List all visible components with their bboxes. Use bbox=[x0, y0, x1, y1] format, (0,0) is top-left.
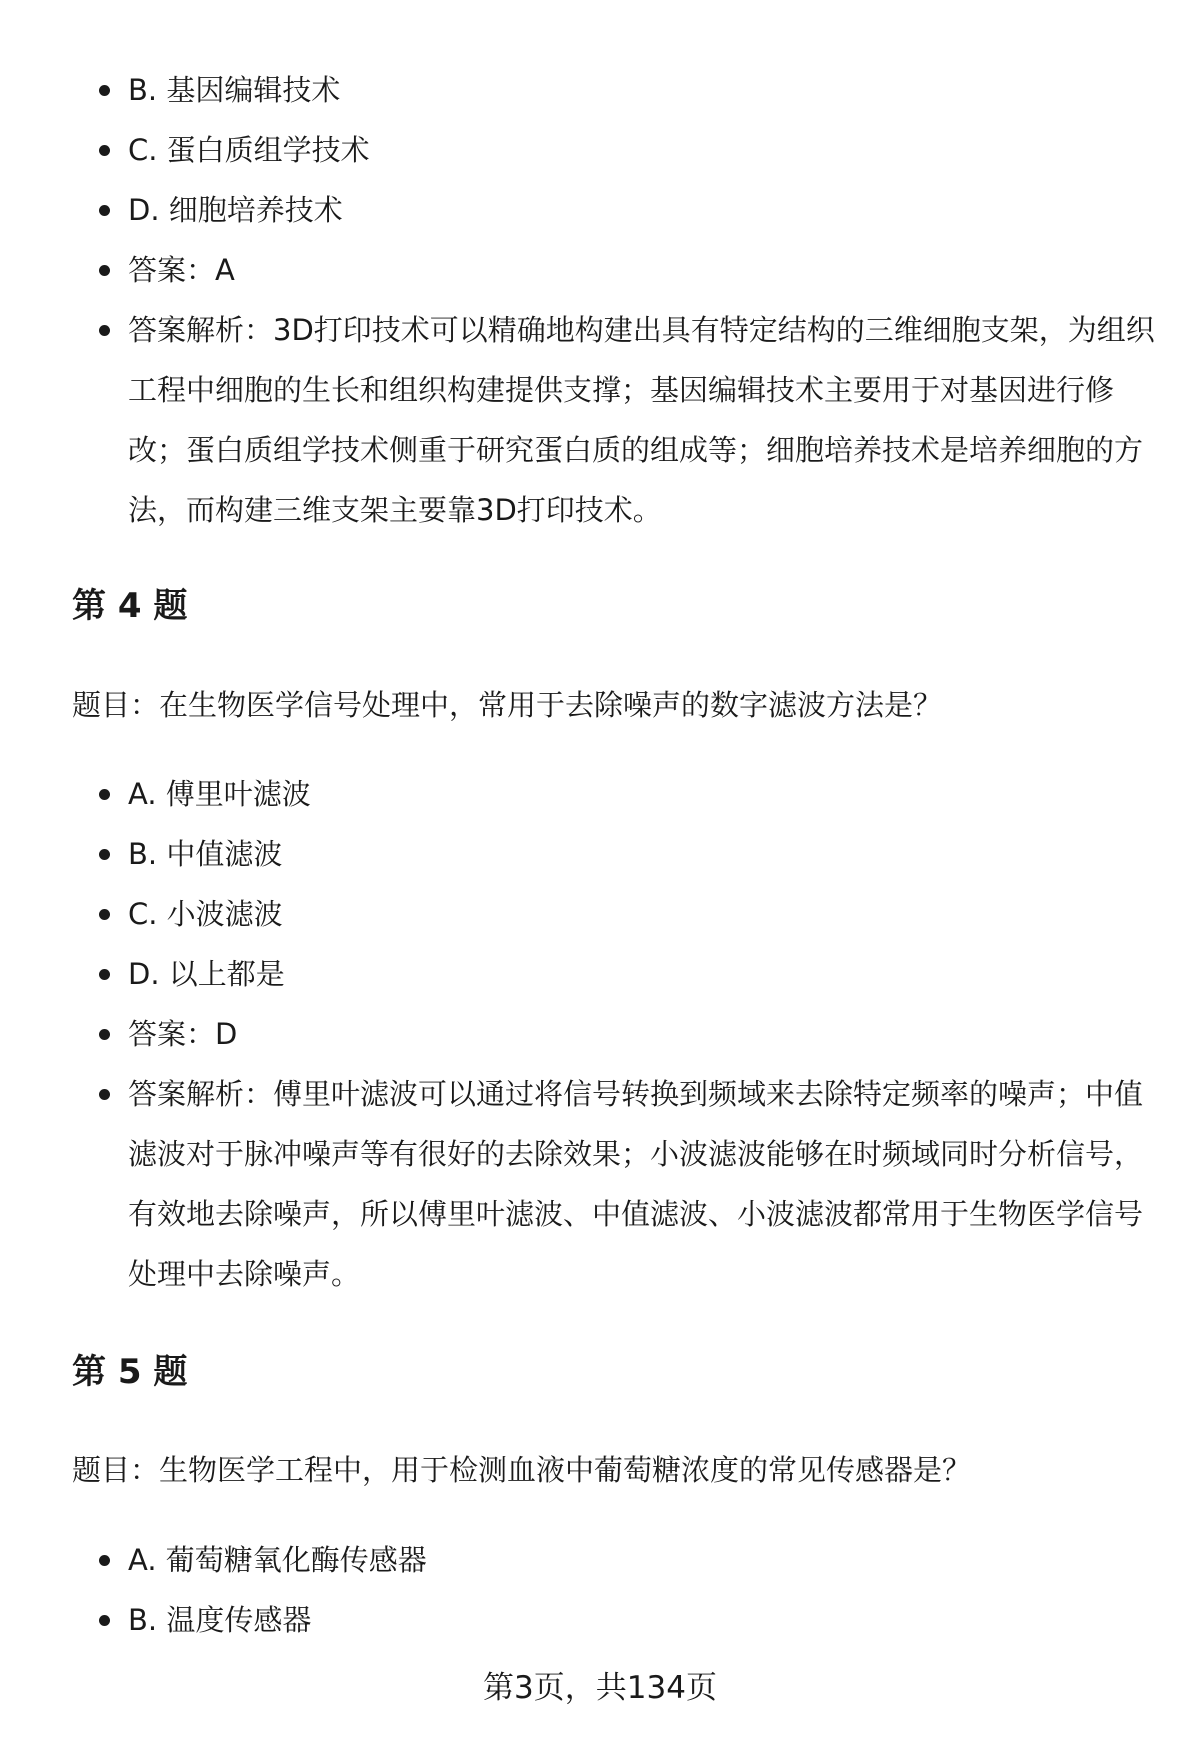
q4-option-c: C. 小波滤波 bbox=[72, 884, 1162, 944]
q3-option-b: B. 基因编辑技术 bbox=[72, 60, 1162, 120]
q3-explanation: 答案解析：3D打印技术可以精确地构建出具有特定结构的三维细胞支架，为组织工程中细胞的生长和组织构建提供支撑；基因编辑技术主要用于对基因进行修改；蛋白质组学技术侧重于研究蛋白质的组成等；细胞培养技术是培养细胞的方法，而构建三维支架主要靠3D打印技术。 bbox=[72, 300, 1162, 540]
q4-option-list bbox=[72, 764, 1162, 1304]
q3-option-c: C. 蛋白质组学技术 bbox=[72, 120, 1162, 180]
q4-option-a: A. 傅里叶滤波 bbox=[72, 764, 1162, 824]
q5-option-list bbox=[72, 1530, 1162, 1650]
q5-heading: 第 5 题 bbox=[72, 1352, 188, 1392]
q4-explanation: 答案解析：傅里叶滤波可以通过将信号转换到频域来去除特定频率的噪声；中值滤波对于脉冲噪声等有很好的去除效果；小波滤波能够在时频域同时分析信号，有效地去除噪声，所以傅里叶滤波、中值滤波、小波滤波都常用于生物医学信号处理中去除噪声。 bbox=[72, 1064, 1162, 1304]
q4-option-b: B. 中值滤波 bbox=[72, 824, 1162, 884]
q5-option-a: A. 葡萄糖氧化酶传感器 bbox=[72, 1530, 1162, 1590]
q4-option-d: D. 以上都是 bbox=[72, 944, 1162, 1004]
q5-question: 题目：生物医学工程中，用于检测血液中葡萄糖浓度的常见传感器是？ bbox=[72, 1453, 972, 1487]
q3-answer: 答案：A bbox=[72, 240, 1162, 300]
page-number: 第3页，共134页 bbox=[483, 1670, 717, 1706]
q5-option-b: B. 温度传感器 bbox=[72, 1590, 1162, 1650]
q3-option-d: D. 细胞培养技术 bbox=[72, 180, 1162, 240]
q4-question: 题目：在生物医学信号处理中，常用于去除噪声的数字滤波方法是？ bbox=[72, 688, 943, 722]
q4-heading: 第 4 题 bbox=[72, 586, 188, 626]
q4-answer: 答案：D bbox=[72, 1004, 1162, 1064]
q3-option-list bbox=[72, 60, 1162, 540]
